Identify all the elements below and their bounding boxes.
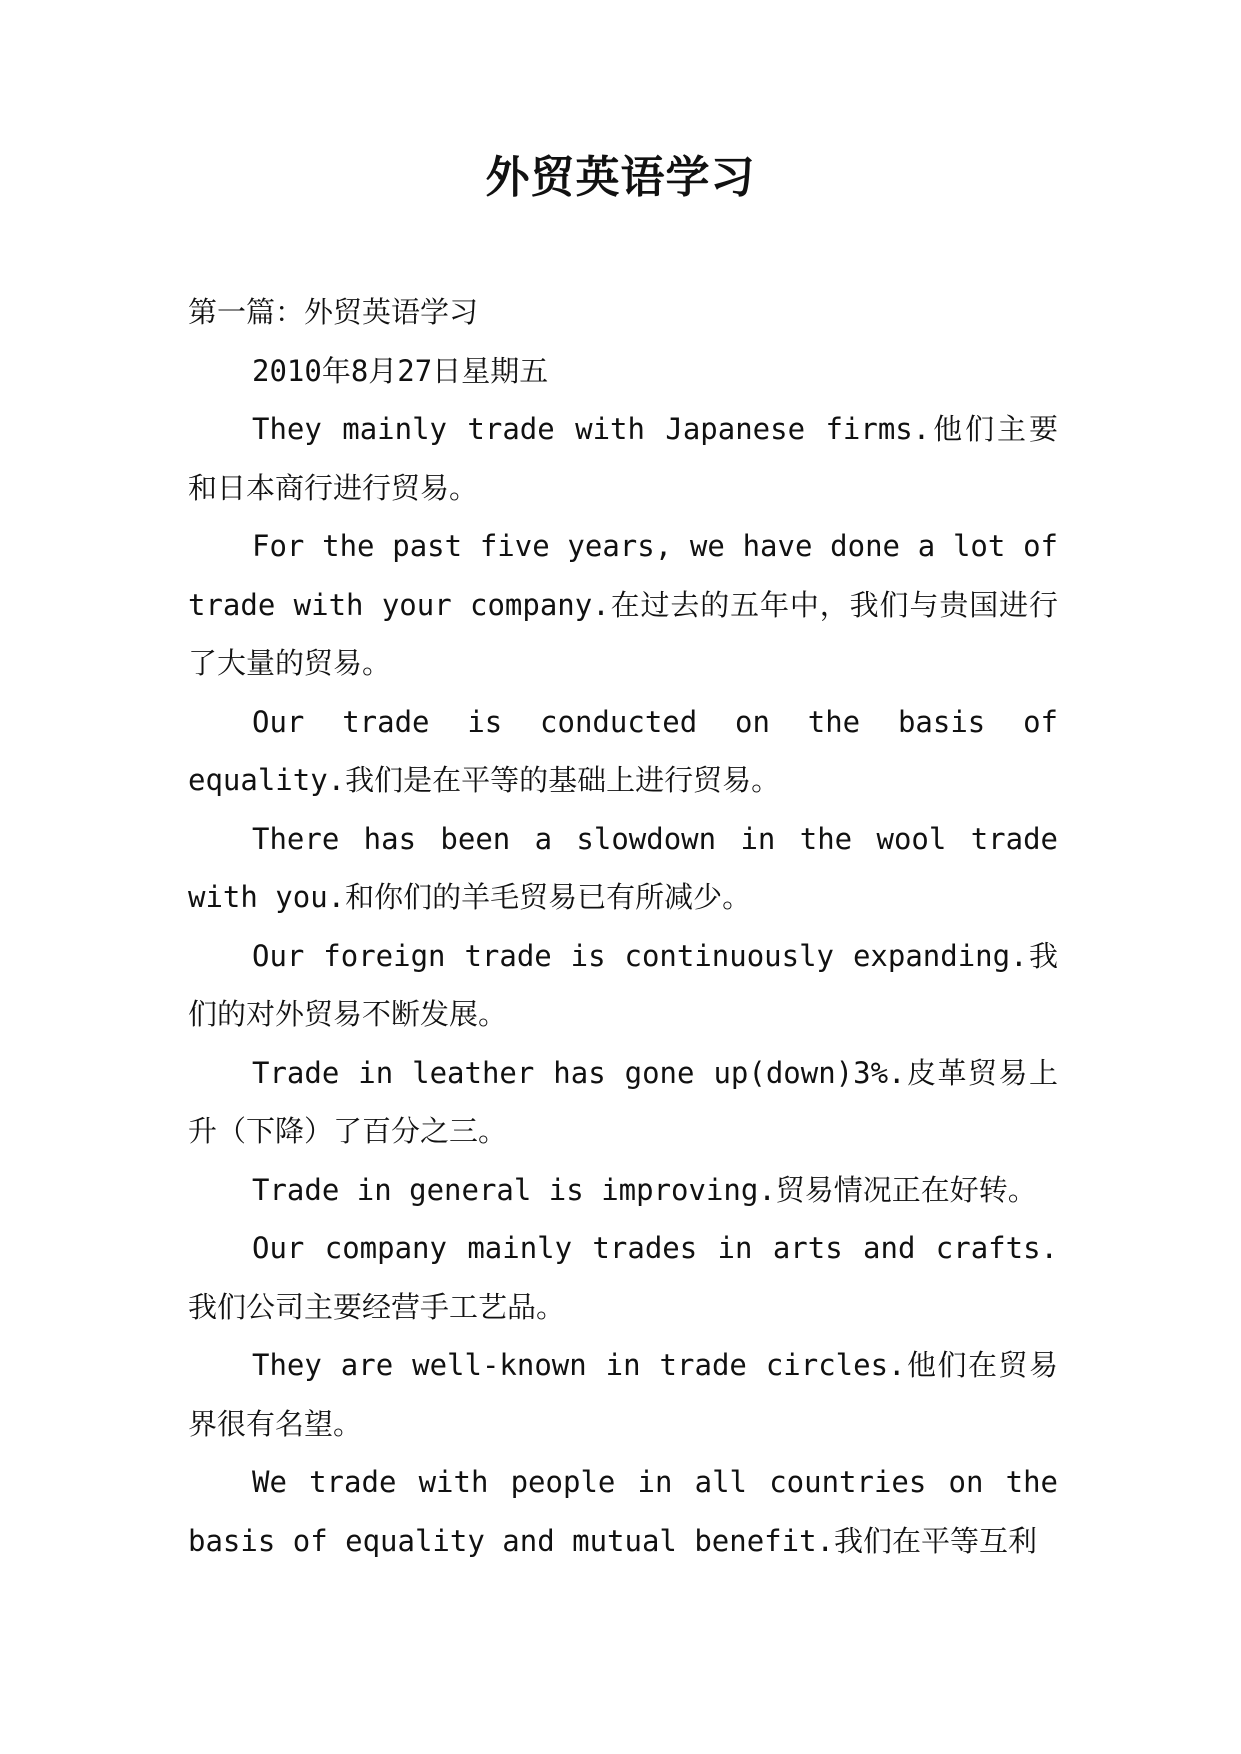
- section-heading: 第一篇：外贸英语学习: [188, 295, 479, 329]
- paragraph-6: Trade in leather has gone up(down)3%.皮革贸易上升（下降）了百分之三。: [188, 1055, 1058, 1148]
- paragraph-3: Our trade is conducted on the basis of equality.我们是在平等的基础上进行贸易。: [188, 704, 1058, 797]
- paragraph-4: There has been a slowdown in the wool trade with you.和你们的羊毛贸易已有所减少。: [188, 821, 1058, 914]
- paragraph-7: Trade in general is improving.贸易情况正在好转。: [252, 1172, 1037, 1207]
- document-body: [188, 283, 1058, 1570]
- paragraph-5: Our foreign trade is continuously expanding.我们的对外贸易不断发展。: [188, 938, 1058, 1031]
- paragraph-1: They mainly trade with Japanese firms.他们主要和日本商行进行贸易。: [188, 412, 1058, 505]
- document-title: 外贸英语学习: [485, 152, 756, 203]
- date-line: 2010年8月27日星期五: [252, 353, 549, 388]
- paragraph-10: We trade with people in all countries on the basis of equality and mutual benefit.我们在平等互利: [188, 1465, 1058, 1558]
- paragraph-8: Our company mainly trades in arts and crafts.我们公司主要经营手工艺品。: [188, 1231, 1058, 1324]
- paragraph-9: They are well-known in trade circles.他们在贸易界很有名望。: [188, 1348, 1058, 1441]
- paragraph-2: For the past five years, we have done a lot of trade with your company.在过去的五年中，我们与贵国进行了大量的贸易。: [188, 529, 1058, 680]
